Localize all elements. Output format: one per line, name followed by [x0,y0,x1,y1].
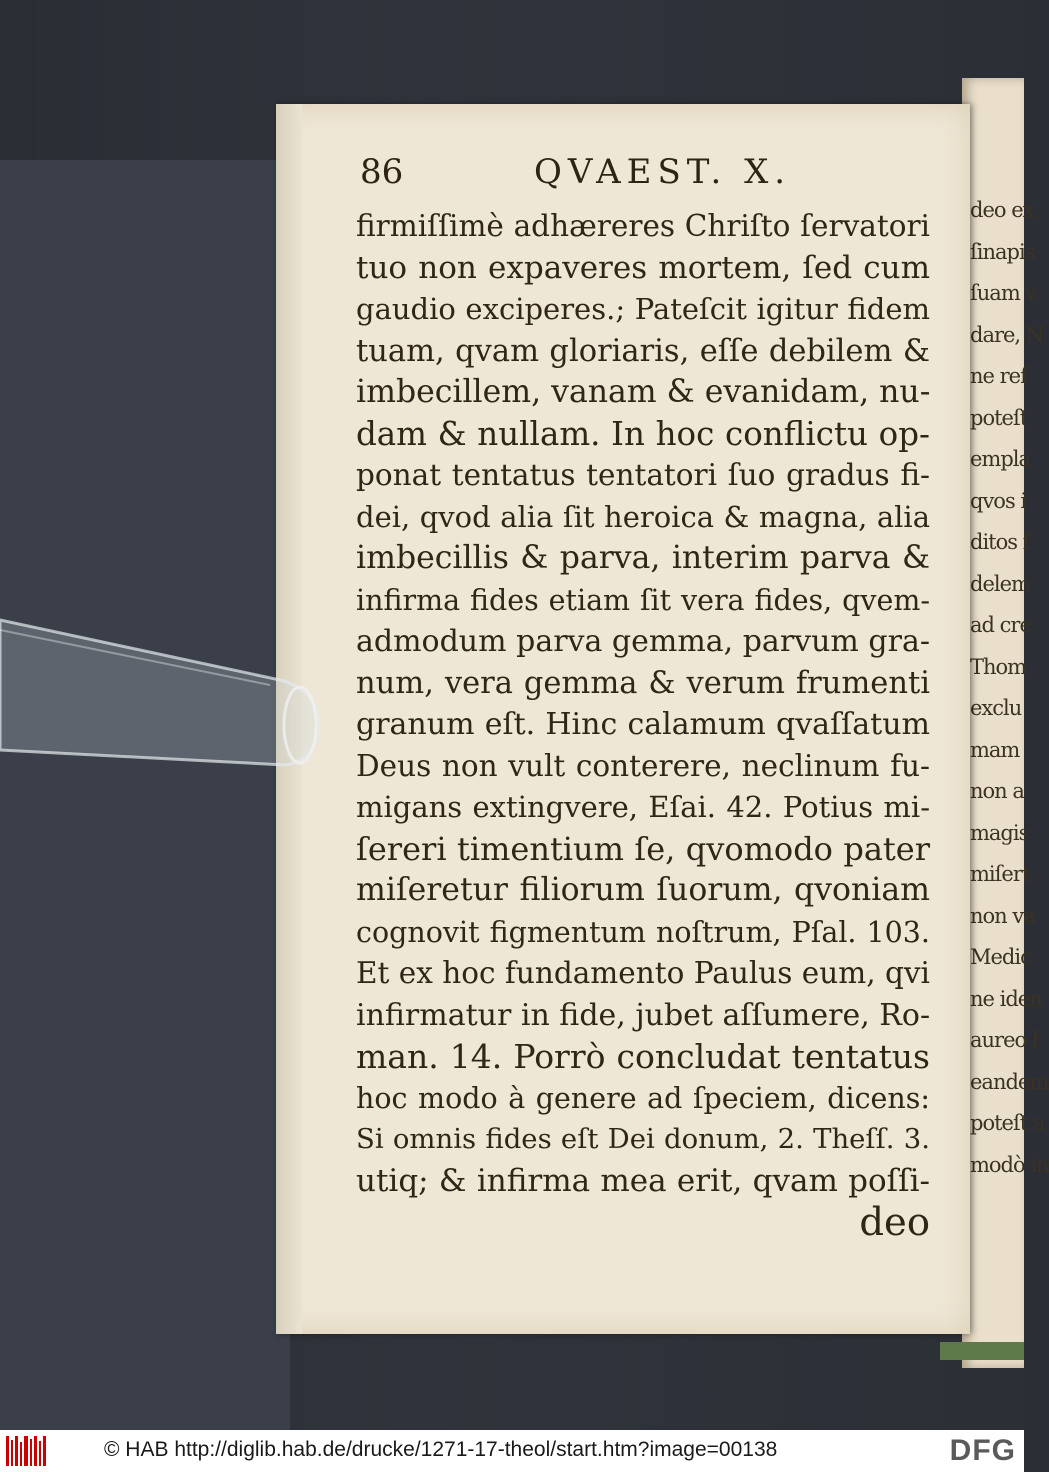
facing-text-line: Medic [970,945,1031,969]
facing-text-line: empla [970,447,1031,471]
text-line: Deus non vult conterere, neclinum fu- [356,748,930,783]
facing-text-line: aureo f [970,1028,1039,1052]
text-line: tuam, qvam gloriaris, eſſe debilem & [356,333,930,369]
facing-text-line: mam [970,737,1020,762]
text-line: ſereri timentium ſe, qvomodo pater [356,829,930,868]
text-line: tuo non expaveres mortem, ſed cum [356,249,930,286]
text-line: ponat tentatus tentatori ſuo gradus fi- [356,458,930,492]
facing-text-line: deo ex [970,198,1034,222]
barcode-icon [6,1436,46,1466]
facing-text-line: modò in [970,1152,1049,1177]
catchword: deo [859,1200,930,1245]
text-line: gaudio exciperes.; Pateſcit igitur fidem [356,292,930,326]
text-line: firmiſſimè adhæreres Chriſto ſervatori [356,209,930,243]
page-number: 86 [360,152,404,192]
text-line: granum eſt. Hinc calamum qvaſſatum [356,707,930,742]
text-line: admodum parva gemma, parvum gra- [356,624,930,659]
facing-page [962,78,1049,1368]
text-line: infirma fides etiam ſit vera fides, qvem- [356,583,930,617]
text-line: imbecillem, vanam & evanidam, nu- [356,374,931,410]
running-title: QVAEST. X. [534,152,792,192]
facing-text-line: Thom [970,654,1027,679]
bookmark-ribbon [940,1342,1024,1360]
dfg-logo: DFG [949,1434,1016,1467]
text-line: num, vera gemma & verum frumenti [356,665,930,701]
facing-text-line: qvos i [970,488,1027,513]
text-line: man. 14. Porrò concludat tentatus [356,1037,930,1076]
text-line: dei, qvod alia ſit heroica & magna, alia [356,499,930,534]
facing-text-line: poteſt a [970,1111,1045,1135]
facing-text-line: ſinapis [970,239,1035,264]
text-line: Si omnis fides eſt Dei donum, 2. Theſſ. 3. [356,1123,930,1155]
facing-text-line: delem [970,571,1030,596]
text-line: utiq; & infirma mea erit, qvam poſſi- [356,1162,930,1199]
facing-text-line: miſert [970,862,1030,886]
glass-clip-icon [0,560,330,790]
facing-text-line: magis [970,820,1029,845]
text-line: migans extingvere, Eſai. 42. Potius mi- [356,790,930,824]
background-panel [0,160,290,1430]
facing-text-line: ad cre [970,613,1031,637]
facing-text-line: eandem [970,1069,1049,1094]
facing-text-line: poteſt [970,405,1028,430]
text-line: infirmatur in fide, jubet aſſumere, Ro- [356,997,931,1033]
text-line: hoc modo à genere ad ſpeciem, dicens: [356,1081,930,1115]
text-line: miſeretur filiorum ſuorum, qvoniam [356,872,930,908]
facing-text-line: non a [970,779,1024,803]
page-body-text [356,206,930,1244]
facing-text-line: ditos f [970,530,1030,554]
facing-text-line: ne iden [970,986,1042,1011]
facing-text-line: ſuam v [970,281,1037,305]
text-line: imbecillis & parva, interim parva & [356,540,930,576]
facing-text-line: dare, N [970,322,1044,347]
facing-text-line: ne reſ [970,364,1027,388]
page-header [356,152,930,198]
source-link[interactable]: © HAB http://diglib.hab.de/drucke/1271-17-theol/start.htm?image=00138 [104,1438,778,1461]
text-line: cognovit figmentum noſtrum, Pſal. 103. [356,915,930,949]
text-line: Et ex hoc fundamento Paulus eum, qvi [356,956,930,990]
text-line: dam & nullam. In hoc conflictu op- [356,414,930,453]
footer-bar [0,1430,1024,1472]
facing-text-line: non va [970,903,1035,928]
facing-text-line: exclu [970,696,1022,720]
